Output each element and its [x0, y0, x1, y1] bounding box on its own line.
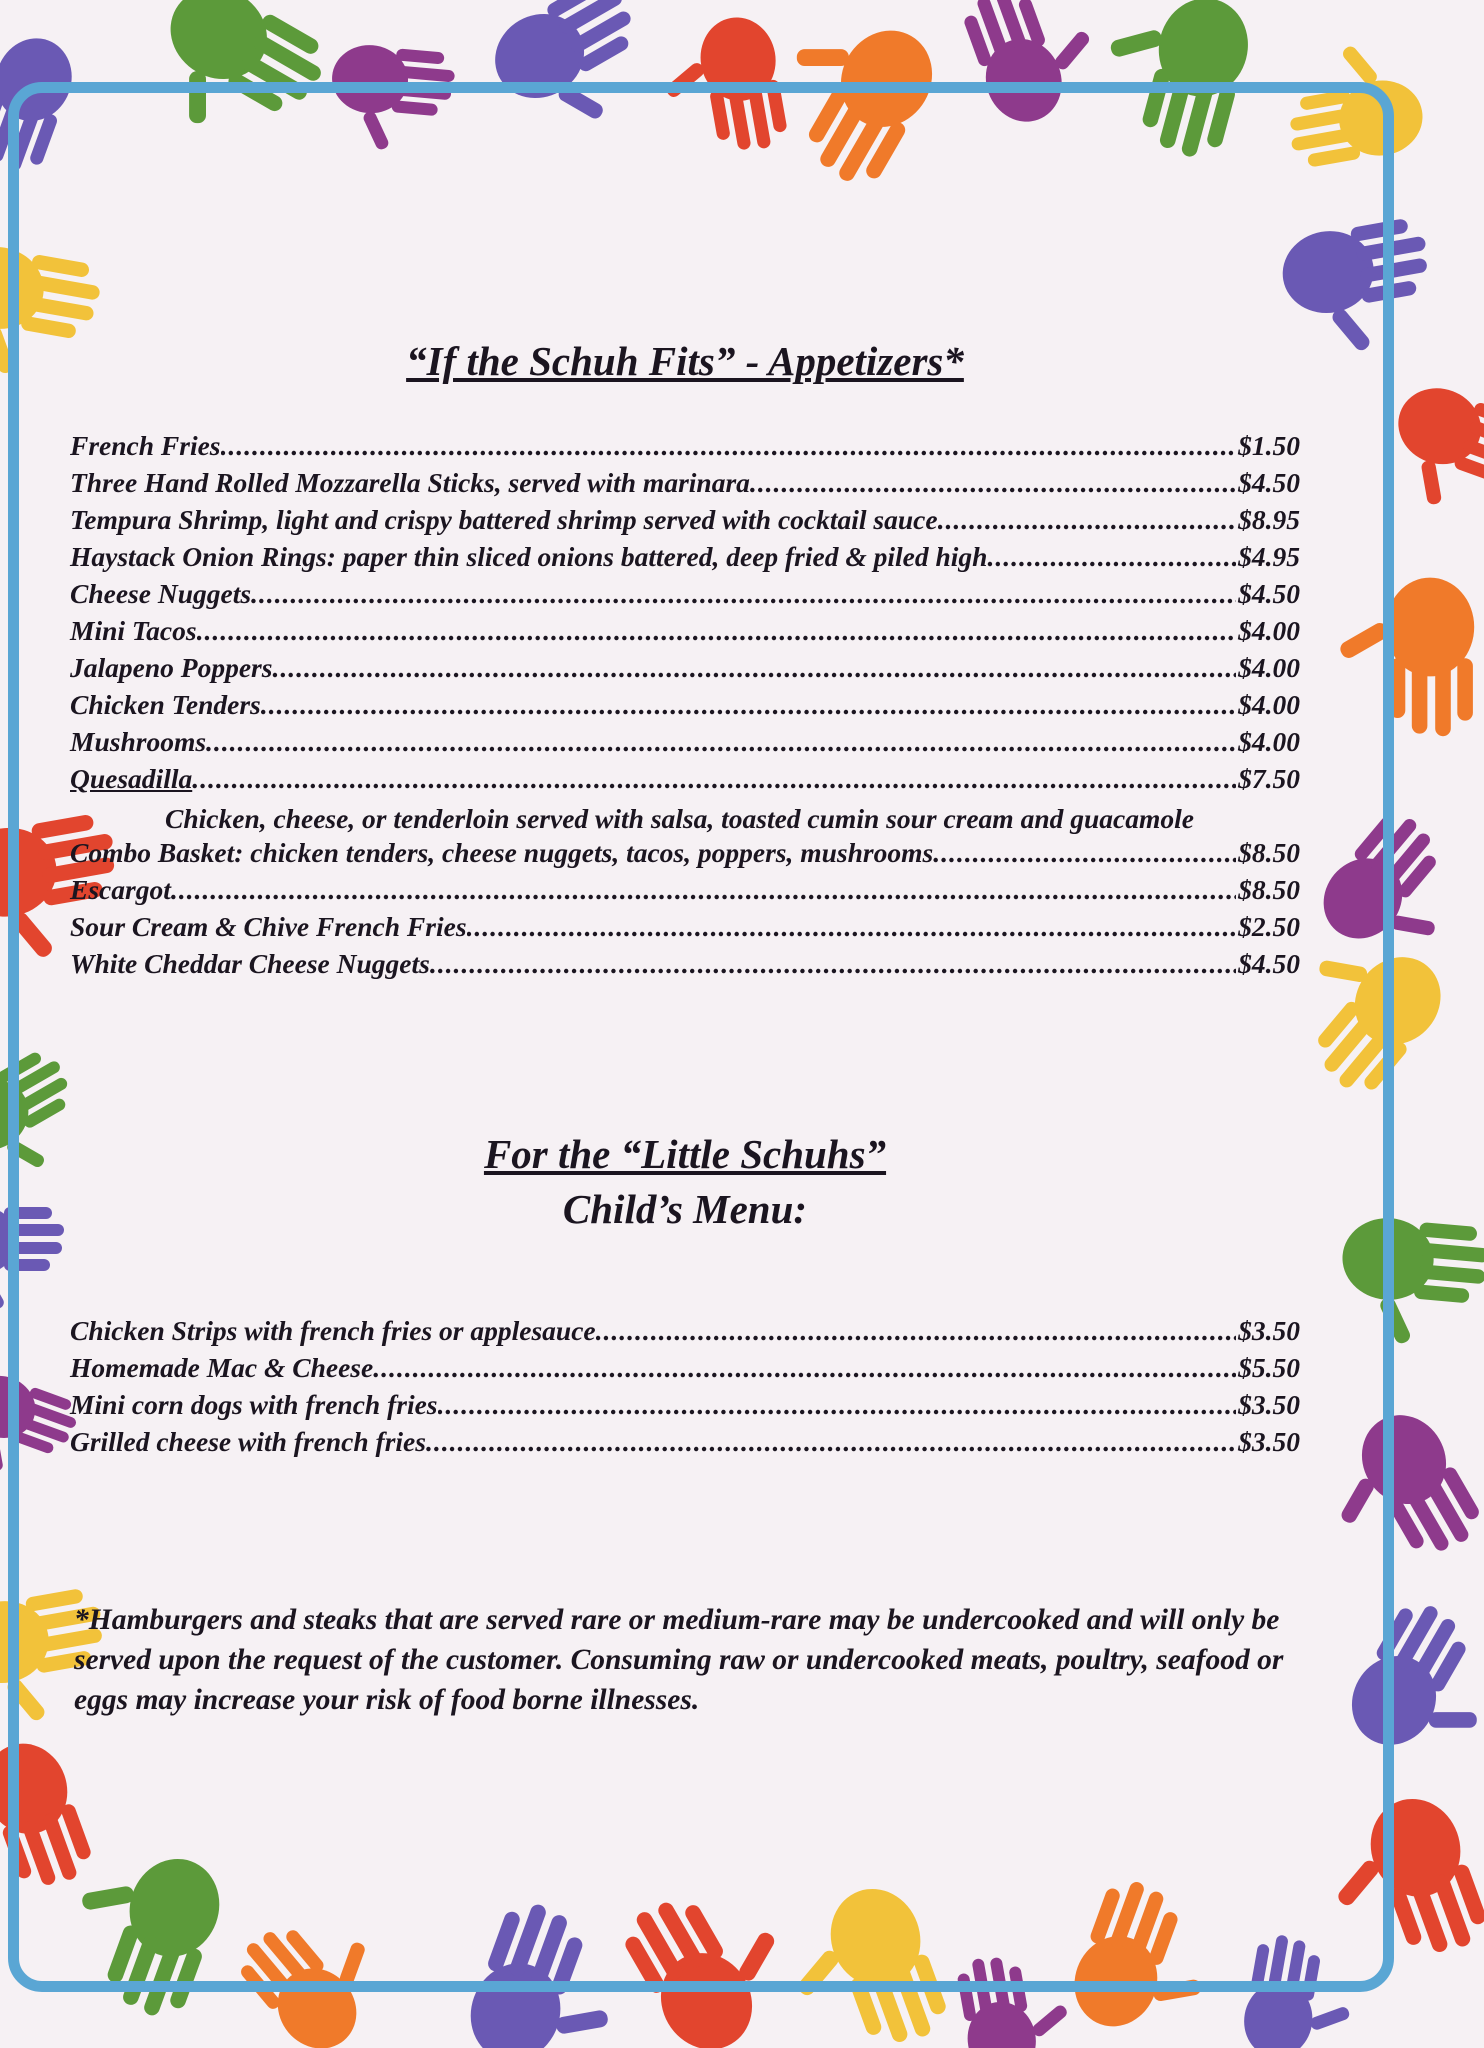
appetizers-title: “If the Schuh Fits” - Appetizers*: [406, 338, 964, 384]
item-name: Three Hand Rolled Mozzarella Sticks, served with marinara: [70, 467, 750, 498]
menu-item: [70, 578, 1300, 615]
leader-dots: [251, 578, 1236, 610]
leader-dots: [192, 763, 1236, 795]
menu-item: [70, 504, 1300, 541]
menu-item: [70, 467, 1300, 504]
leader-dots: [221, 430, 1237, 462]
item-price: $8.50: [1238, 874, 1300, 905]
menu-item: [70, 689, 1300, 726]
menu-item: [70, 1315, 1300, 1352]
item-name: Chicken Strips with french fries or applesauce: [70, 1315, 596, 1346]
childs-menu-subtitle: Child’s Menu:: [562, 1186, 808, 1232]
item-price: $8.50: [1238, 837, 1300, 868]
item-name: Quesadilla: [70, 763, 193, 794]
leader-dots: [373, 1352, 1236, 1384]
leader-dots: [272, 652, 1236, 684]
item-name: Mini corn dogs with french fries: [70, 1389, 438, 1420]
item-name: Escargot: [70, 874, 171, 905]
menu-item: [70, 837, 1300, 874]
item-price: $3.50: [1238, 1315, 1300, 1346]
leader-dots: [750, 467, 1236, 499]
item-price: $4.95: [1238, 541, 1300, 572]
item-name: Combo Basket: chicken tenders, cheese nuggets, tacos, poppers, mushrooms: [70, 837, 934, 868]
item-price: $4.00: [1238, 689, 1300, 720]
item-price: $1.50: [1238, 430, 1300, 461]
item-name: Mini Tacos: [70, 615, 197, 646]
leader-dots: [933, 837, 1236, 869]
item-price: $4.00: [1238, 652, 1300, 683]
leader-dots: [206, 726, 1236, 758]
leader-dots: [261, 689, 1236, 721]
food-safety-footnote: *Hamburgers and steaks that are served rare or medium-rare may be undercooked and will only be served upon the request of the customer. Consuming raw or undercooked meats, poultry, seafood or eggs may increase your risk of food borne illnesses.: [74, 1604, 1284, 1716]
item-name: Homemade Mac & Cheese: [70, 1352, 374, 1383]
item-price: $4.00: [1238, 726, 1300, 757]
item-name: Grilled cheese with french fries: [70, 1426, 426, 1457]
item-name: Cheese Nuggets: [70, 578, 252, 609]
menu-item: [70, 948, 1300, 985]
item-price: $3.50: [1238, 1426, 1300, 1457]
item-price: $2.50: [1238, 911, 1300, 942]
appetizers-list: [70, 430, 1300, 985]
leader-dots: [426, 1426, 1236, 1458]
leader-dots: [197, 615, 1237, 647]
item-name: French Fries: [70, 430, 221, 461]
leader-dots: [938, 504, 1237, 536]
menu-item: [70, 726, 1300, 763]
item-name: Chicken Tenders: [70, 689, 261, 720]
leader-dots: [987, 541, 1236, 573]
item-name: Mushrooms: [70, 726, 207, 757]
menu-item: [70, 1352, 1300, 1389]
menu-item: [70, 1389, 1300, 1426]
item-price: $3.50: [1238, 1389, 1300, 1420]
leader-dots: [430, 948, 1236, 980]
menu-item: [70, 541, 1300, 578]
menu-item: [70, 652, 1300, 689]
item-name: Tempura Shrimp, light and crispy battered shrimp served with cocktail sauce: [70, 504, 938, 535]
menu-item: [70, 763, 1300, 800]
item-price: $4.50: [1238, 578, 1300, 609]
item-price: $7.50: [1238, 763, 1300, 794]
item-description: Chicken, cheese, or tenderloin served with salsa, toasted cumin sour cream and guacamole: [165, 803, 1194, 834]
menu-item: [70, 615, 1300, 652]
childs-menu-list: [70, 1315, 1300, 1463]
item-price: $4.00: [1238, 615, 1300, 646]
item-price: $8.95: [1238, 504, 1300, 535]
item-price: $4.50: [1238, 948, 1300, 979]
item-price: $4.50: [1238, 467, 1300, 498]
menu-item: [70, 874, 1300, 911]
item-name: Sour Cream & Chive French Fries: [70, 911, 467, 942]
item-name: White Cheddar Cheese Nuggets: [70, 948, 430, 979]
leader-dots: [596, 1315, 1237, 1347]
item-name: Haystack Onion Rings: paper thin sliced onions battered, deep fried & piled high: [70, 541, 988, 572]
item-price: $5.50: [1238, 1352, 1300, 1383]
menu-item: [70, 911, 1300, 948]
leader-dots: [171, 874, 1236, 906]
childs-menu-title: For the “Little Schuhs”: [483, 1131, 887, 1177]
show-through-text: [340, 185, 1040, 232]
menu-item: [70, 1426, 1300, 1463]
leader-dots: [438, 1389, 1237, 1421]
leader-dots: [467, 911, 1237, 943]
menu-item: [70, 430, 1300, 467]
item-name: Jalapeno Poppers: [70, 652, 273, 683]
